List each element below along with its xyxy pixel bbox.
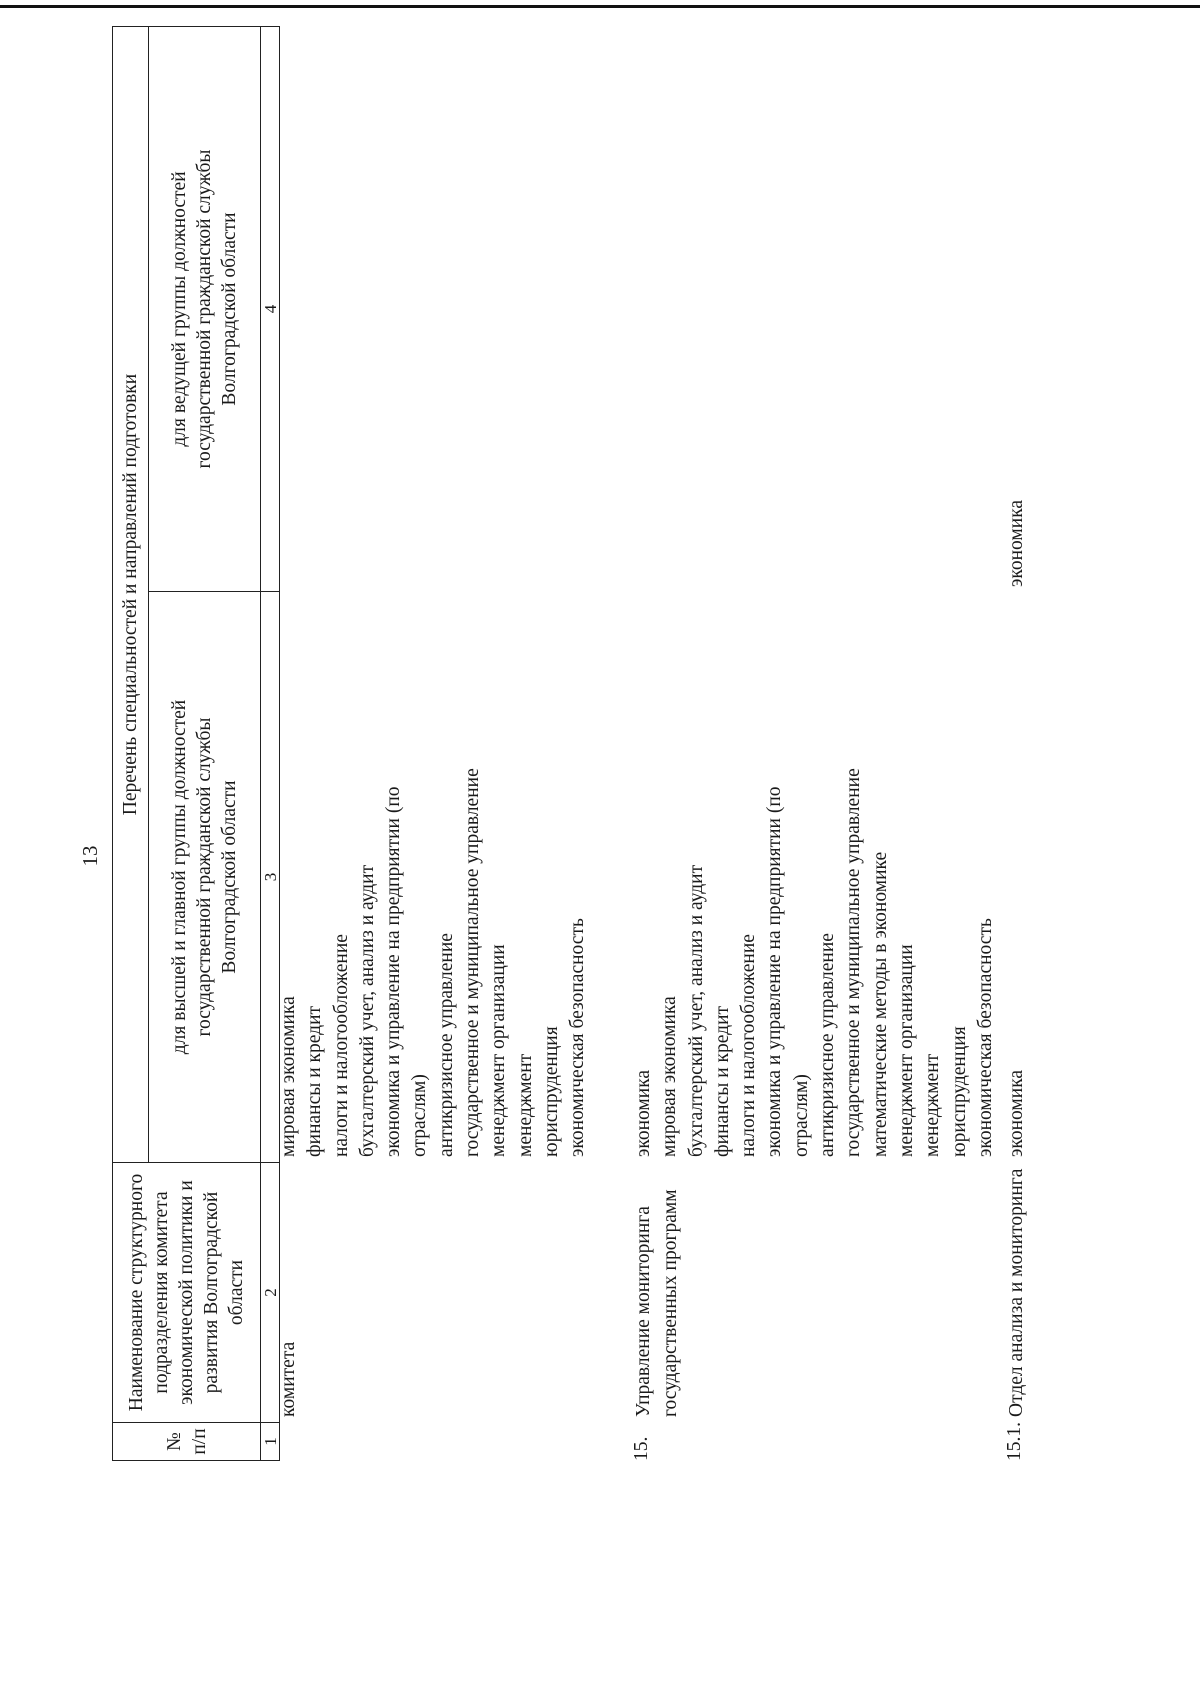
row-number: 15.1. — [1004, 1422, 1025, 1461]
header-col-higher-line: государственной гражданской службы — [194, 717, 216, 1037]
specialty-item: бухгалтерский учет, анализ и аудит — [685, 864, 707, 1157]
header-col-number — [113, 1423, 261, 1461]
row-unit-line: государственных программ — [659, 1189, 681, 1417]
row-specialties-leading — [1004, 27, 1030, 587]
header-col-unit-line: развития Волгоградской области — [201, 1191, 247, 1394]
specialty-item: бухгалтерский учет, анализ и аудит — [356, 864, 378, 1157]
row-unit-name — [1004, 1162, 1031, 1417]
specialty-item: экономическая безопасность — [974, 918, 996, 1157]
header-col-higher-group — [149, 592, 261, 1163]
specialty-item: государственное и муниципальное управление — [843, 768, 865, 1157]
header-col-leading-line: для ведущей группы должностей — [169, 171, 191, 447]
row-unit-name — [631, 1162, 684, 1417]
header-col-unit-line: Наименование структурного — [126, 1173, 147, 1412]
specialty-item: юриспруденция — [948, 1026, 970, 1157]
specialty-item: налоги и налогообложение — [330, 934, 352, 1157]
specialty-item: экономика — [1006, 499, 1027, 587]
specialty-item: финансы и кредит — [711, 1005, 733, 1157]
specialty-item: экономика — [633, 1069, 654, 1157]
header-col-unit-line: подразделения комитета — [151, 1191, 172, 1394]
column-number-4: 4 — [261, 27, 280, 592]
header-col-higher-line: для высшей и главной группы должностей — [169, 699, 191, 1055]
header-col-number-line2: п/п — [188, 1428, 210, 1455]
column-number-3: 3 — [261, 592, 280, 1163]
specialty-item: антикризисное управление — [817, 933, 839, 1157]
specialties-table-header — [112, 26, 280, 1461]
header-col-number-line1: № — [163, 1432, 185, 1451]
row-unit-line: комитета — [278, 1341, 299, 1417]
header-col-higher-line: Волгоградской области — [219, 780, 241, 974]
header-col-leading-group — [149, 27, 261, 592]
column-number-1: 1 — [261, 1423, 280, 1461]
specialty-item: менеджмент — [922, 1053, 944, 1157]
page-number: 13 — [78, 845, 102, 867]
specialty-item: мировая экономика — [659, 996, 681, 1157]
header-group-specialties: Перечень специальностей и направлений подготовки — [113, 27, 149, 1163]
specialty-item: юриспруденция — [540, 1026, 562, 1157]
row-unit-line: Отдел анализа и мониторинга — [1006, 1168, 1027, 1417]
column-number-2: 2 — [261, 1163, 280, 1423]
specialty-item: экономика и управление на предприятии (по — [383, 786, 405, 1157]
specialty-item: экономическая безопасность — [567, 918, 589, 1157]
header-col-unit — [113, 1163, 261, 1423]
bottom-edge-rule — [0, 5, 1200, 8]
specialty-item: государственное и муниципальное управление — [462, 768, 484, 1157]
specialty-item: математические методы в экономике — [869, 851, 891, 1157]
specialty-item: экономика — [1006, 1069, 1027, 1157]
header-col-leading-line: государственной гражданской службы — [194, 149, 216, 469]
row-unit-name — [276, 1162, 303, 1417]
header-col-unit-line: экономической политики и — [176, 1180, 197, 1405]
specialty-item: экономика и управление на предприятии (по — [764, 786, 786, 1157]
specialty-item: менеджмент организации — [488, 944, 510, 1157]
row-specialties-higher — [1004, 591, 1030, 1157]
specialty-item: менеджмент организации — [895, 944, 917, 1157]
specialty-item: финансы и кредит — [304, 1005, 326, 1157]
row-number: 15. — [631, 1436, 652, 1461]
specialty-item: антикризисное управление — [435, 933, 457, 1157]
specialty-item: отраслям) — [790, 1074, 812, 1157]
specialty-item: менеджмент — [514, 1053, 536, 1157]
specialty-item: мировая экономика — [278, 996, 299, 1157]
row-unit-line: Управление мониторинга — [633, 1206, 654, 1417]
row-specialties-higher — [276, 591, 592, 1157]
specialty-item: налоги и налогообложение — [738, 934, 760, 1157]
row-specialties-higher — [631, 591, 999, 1157]
specialty-item: отраслям) — [409, 1074, 431, 1157]
header-col-leading-line: Волгоградской области — [219, 212, 241, 406]
